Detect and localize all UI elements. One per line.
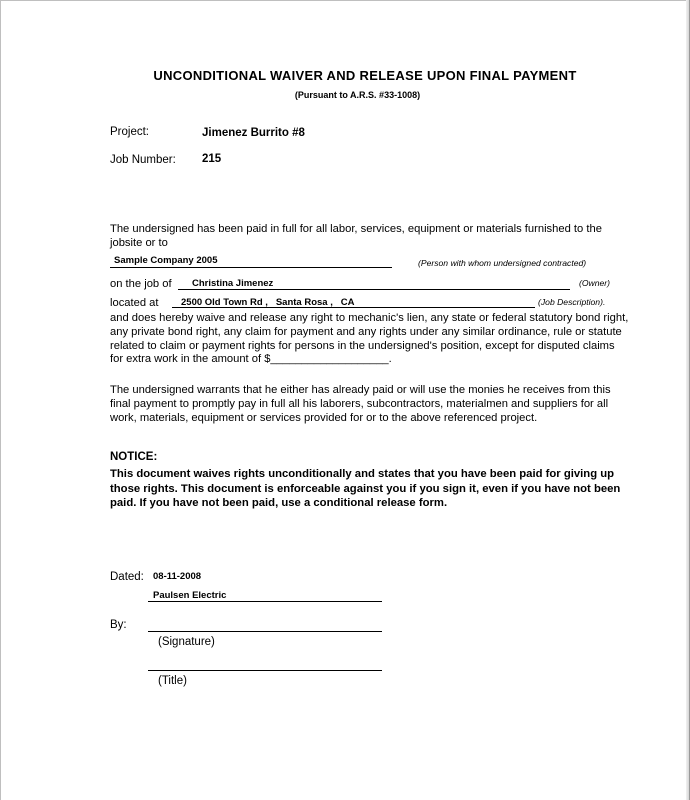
on-job-of-label: on the job of bbox=[110, 278, 172, 290]
dated-value: 08-11-2008 bbox=[153, 571, 202, 582]
title-line bbox=[148, 670, 382, 671]
warrant-paragraph: The undersigned warrants that he either has already paid or will use the monies he receives from this final payment to promptly pay in full all his laborers, subcontractors, materialmen and suppliers for all work, materials, equipment or services provided for or to the above referenced project. bbox=[110, 384, 611, 424]
located-at-label: located at bbox=[110, 297, 159, 309]
signature-label: (Signature) bbox=[158, 636, 215, 648]
project-label: Project: bbox=[110, 126, 149, 138]
notice-text: This document waives rights unconditionally and states that you have been paid for giving up those rights. This document is enforceable against you if you sign it, even if you have not been paid. If you have not been paid, use a conditional release form. bbox=[110, 468, 621, 510]
owner-line bbox=[178, 289, 570, 290]
by-label: By: bbox=[110, 619, 127, 631]
company-line bbox=[148, 601, 382, 602]
contracted-party-value: Sample Company 2005 bbox=[114, 255, 218, 266]
document-title: UNCONDITIONAL WAIVER AND RELEASE UPON FINAL PAYMENT bbox=[153, 68, 577, 83]
document-subtitle: (Pursuant to A.R.S. #33-1008) bbox=[294, 90, 421, 100]
notice-heading: NOTICE: bbox=[110, 451, 158, 463]
page-left-border bbox=[0, 0, 1, 800]
waiver-paragraph: and does hereby waive and release any right to mechanic's lien, any state or federal statutory bond right, any private bond right, any claim for payment and any rights under any similar ordinance, rule or statute related to claim or payment rights for persons in the undersigned's position, except for disputed claims for extra work in the amount of $___________________. bbox=[110, 312, 629, 366]
owner-value: Christina Jimenez bbox=[192, 278, 274, 289]
title-label: (Title) bbox=[158, 675, 187, 687]
location-note: (Job Description). bbox=[538, 297, 606, 307]
company-value: Paulsen Electric bbox=[153, 590, 227, 601]
signature-line bbox=[148, 631, 382, 632]
job-number-label: Job Number: bbox=[110, 154, 176, 166]
location-value: 2500 Old Town Rd , Santa Rosa , CA bbox=[181, 297, 355, 308]
intro-paragraph: The undersigned has been paid in full for all labor, services, equipment or materials furnished to the jobsite or to bbox=[110, 223, 602, 249]
owner-note: (Owner) bbox=[579, 278, 611, 288]
contracted-party-line bbox=[110, 267, 392, 268]
page-top-border bbox=[0, 0, 690, 1]
project-value: Jimenez Burrito #8 bbox=[202, 127, 305, 139]
location-line bbox=[172, 307, 535, 308]
job-number-value: 215 bbox=[202, 153, 222, 165]
contracted-party-note: (Person with whom undersigned contracted) bbox=[418, 258, 587, 268]
dated-label: Dated: bbox=[110, 571, 144, 583]
